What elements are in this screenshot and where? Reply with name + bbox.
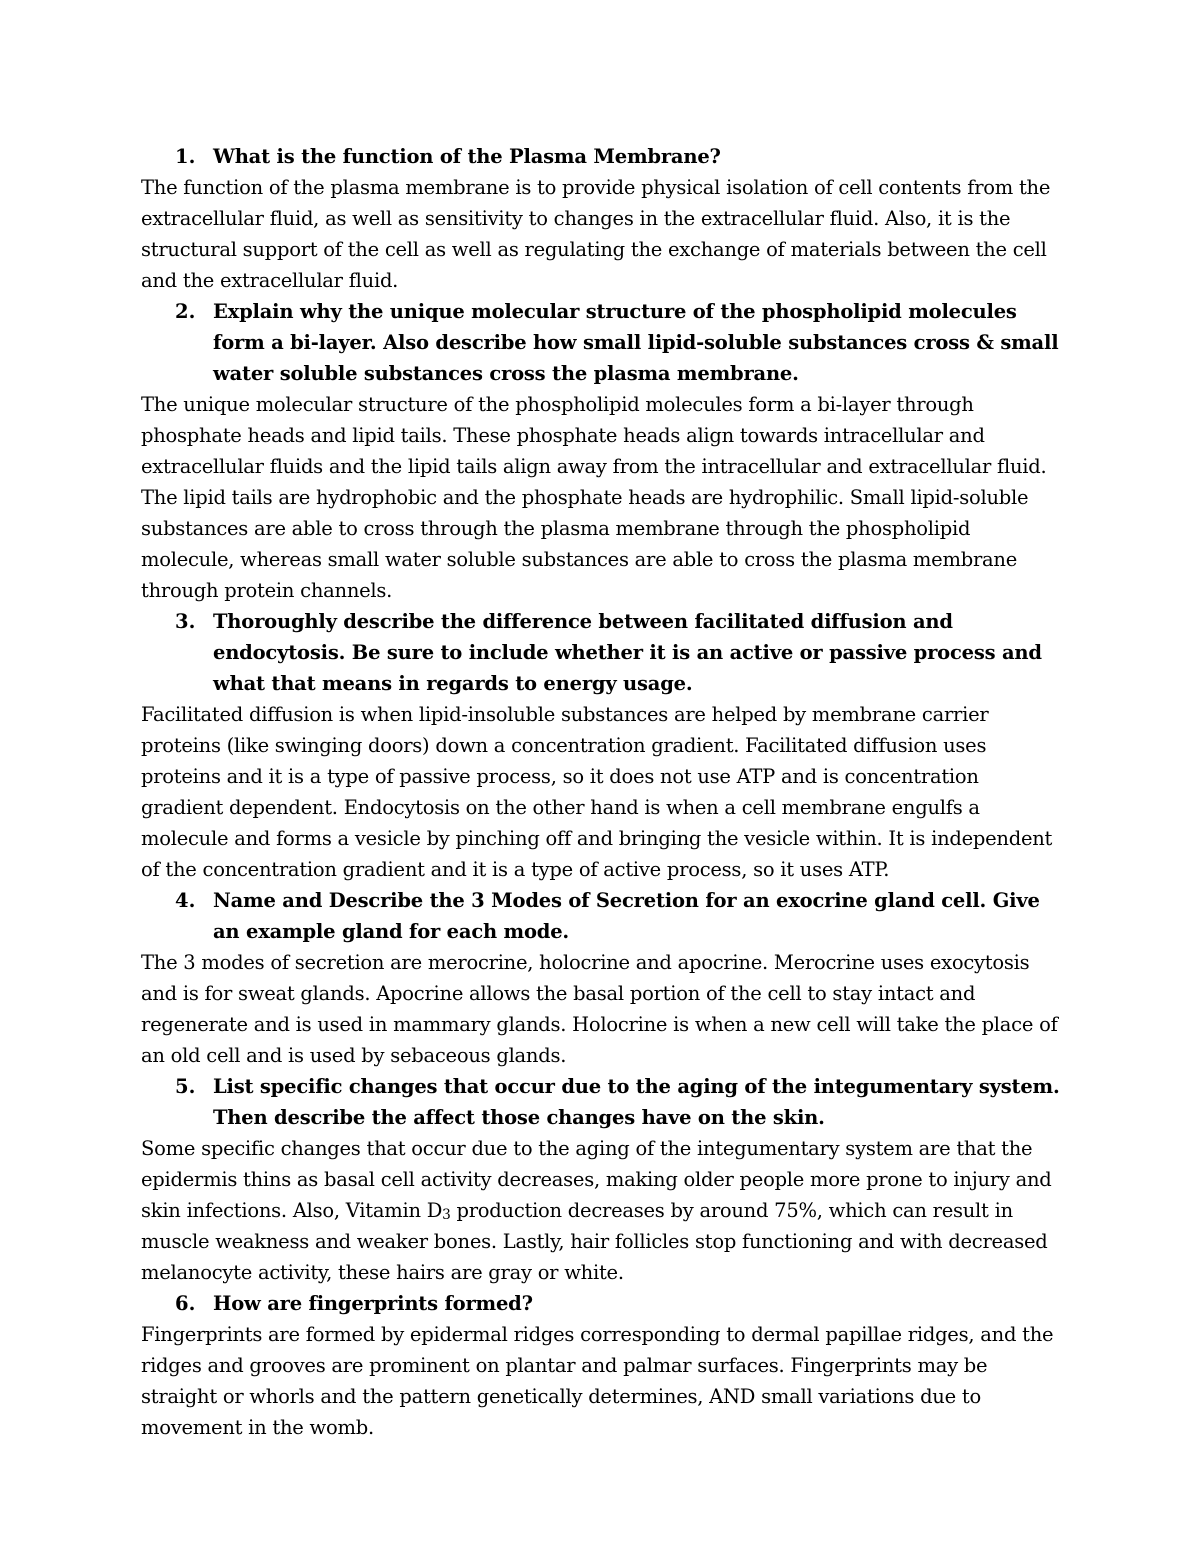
- question-text: Explain why the unique molecular structure of the phospholipid molecules form a bi-layer. Also describe how small lipid-soluble substances cross & small water soluble substances cross the plasma membrane.: [213, 300, 1059, 385]
- question-number: 3.: [175, 610, 196, 633]
- qa-item-6: [141, 1288, 1066, 1443]
- qa-item-4: [141, 885, 1066, 1071]
- answer-text: Facilitated diffusion is when lipid-insoluble substances are helped by membrane carrier proteins (like swinging doors) down a concentration gradient. Facilitated diffusion uses proteins and it is a type of passive process, so it does not use ATP and is concentration gradient dependent. Endocytosis on the other hand is when a cell membrane engulfs a molecule and forms a vesicle by pinching off and bringing the vesicle within. It is independent of the concentration gradient and it is a type of active process, so it uses ATP.: [141, 703, 1053, 881]
- document-body: [141, 141, 1066, 1443]
- qa-item-1: [141, 141, 1066, 296]
- answer-text: The function of the plasma membrane is to provide physical isolation of cell contents from the extracellular fluid, as well as sensitivity to changes in the extracellular fluid. Also, it is the structural support of the cell as well as regulating the exchange of materials between the cell and the extracellular fluid.: [141, 176, 1051, 292]
- qa-item-5: [141, 1071, 1066, 1288]
- answer-text-part-1: Some specific changes that occur due to the aging of the integumentary system are that the epidermis thins as basal cell activity decreases, making older people more prone to injury and skin infections. Also, Vitamin D: [141, 1137, 1052, 1222]
- answer-text: The unique molecular structure of the phospholipid molecules form a bi-layer through phosphate heads and lipid tails. These phosphate heads align towards intracellular and extracellular fluids and the lipid tails align away from the intracellular and extracellular fluid. The lipid tails are hydrophobic and the phosphate heads are hydrophilic. Small lipid-soluble substances are able to cross through the plasma membrane through the phospholipid molecule, whereas small water soluble substances are able to cross the plasma membrane through protein channels.: [141, 393, 1047, 602]
- question: [141, 1288, 1066, 1319]
- answer-text: [141, 1133, 1066, 1288]
- question-number: 5.: [175, 1075, 196, 1098]
- question-text: How are fingerprints formed?: [213, 1292, 533, 1315]
- qa-item-3: [141, 606, 1066, 885]
- question: [141, 141, 1066, 172]
- question-text: List specific changes that occur due to the aging of the integumentary system. Then describe the affect those changes have on the skin.: [213, 1075, 1060, 1129]
- answer-text-part-2: production decreases by around 75%, which can result in muscle weakness and weaker bones. Lastly, hair follicles stop functioning and with decreased melanocyte activity, these hairs are gray or white.: [141, 1199, 1048, 1284]
- question-number: 1.: [175, 145, 196, 168]
- question-number: 6.: [175, 1292, 196, 1315]
- question: [141, 885, 1066, 947]
- question-text: What is the function of the Plasma Membrane?: [213, 145, 721, 168]
- question-number: 4.: [175, 889, 196, 912]
- answer-text: Fingerprints are formed by epidermal ridges corresponding to dermal papillae ridges, and the ridges and grooves are prominent on plantar and palmar surfaces. Fingerprints may be straight or whorls and the pattern genetically determines, AND small variations due to movement in the womb.: [141, 1323, 1054, 1439]
- question: [141, 606, 1066, 699]
- question-text: Name and Describe the 3 Modes of Secretion for an exocrine gland cell. Give an example gland for each mode.: [213, 889, 1040, 943]
- subscript-3: 3: [442, 1207, 451, 1224]
- qa-item-2: [141, 296, 1066, 606]
- question: [141, 296, 1066, 389]
- question-number: 2.: [175, 300, 196, 323]
- question-text: Thoroughly describe the difference between facilitated diffusion and endocytosis. Be sure to include whether it is an active or passive process and what that means in regards to energy usage.: [213, 610, 1042, 695]
- question: [141, 1071, 1066, 1133]
- answer-text: The 3 modes of secretion are merocrine, holocrine and apocrine. Merocrine uses exocytosis and is for sweat glands. Apocrine allows the basal portion of the cell to stay intact and regenerate and is used in mammary glands. Holocrine is when a new cell will take the place of an old cell and is used by sebaceous glands.: [141, 951, 1058, 1067]
